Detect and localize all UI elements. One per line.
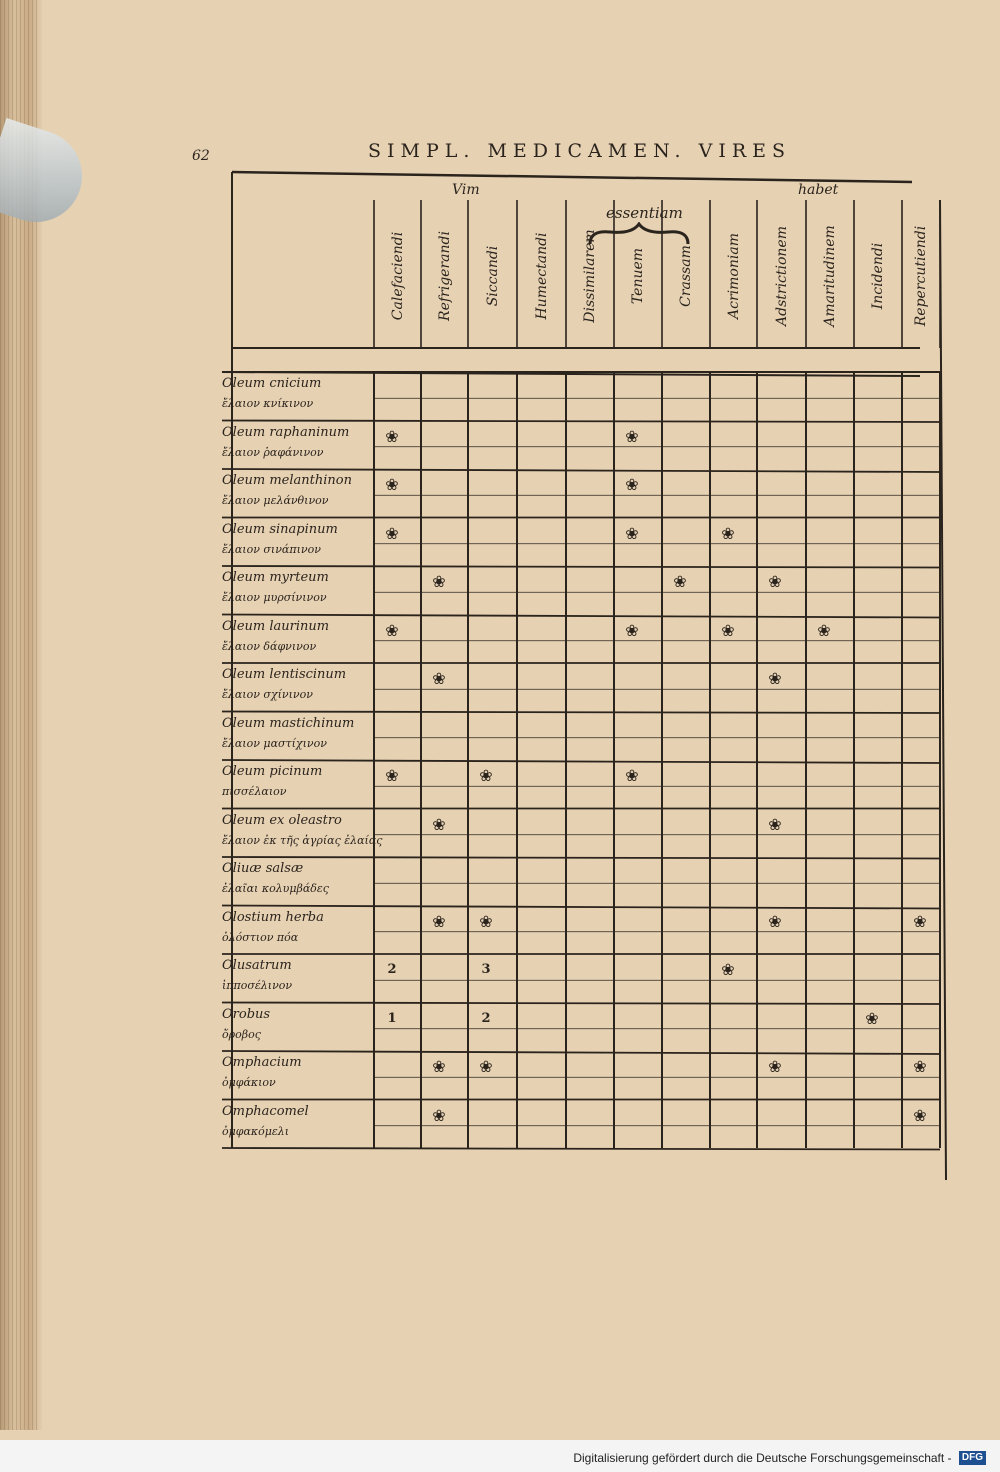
asterisk-mark-icon: ❀ [385, 475, 399, 494]
row-greek-name: ἔλαιον σχίνινον [222, 688, 313, 701]
table-row [222, 615, 374, 661]
row-latin-name: Oleum mastichinum [222, 715, 355, 731]
asterisk-mark-icon: ❀ [385, 426, 399, 446]
asterisk-mark-icon: ❀ [479, 766, 493, 785]
asterisk-mark-icon: ❀ [385, 766, 399, 785]
table-row [222, 1003, 374, 1049]
asterisk-mark-icon: ❀ [768, 814, 782, 834]
table-row [222, 809, 383, 855]
row-latin-name: Olostium herba [222, 909, 324, 925]
row-latin-name: Oleum cnicium [222, 376, 322, 391]
asterisk-mark-icon: ❀ [673, 572, 687, 591]
table-row [222, 518, 374, 564]
row-greek-name: ἔλαιον σινάπινον [222, 542, 321, 556]
row-latin-name: Omphacium [222, 1055, 302, 1070]
table-row [222, 1051, 374, 1097]
row-greek-name: ὀλόστιον πόα [222, 930, 299, 944]
row-rule [222, 1148, 940, 1150]
column-header-label: Humectandi [533, 232, 550, 320]
row-latin-name: Oleum laurinum [222, 618, 330, 634]
table-row [222, 857, 374, 903]
running-head: SIMPL. MEDICAMEN. VIRES [368, 140, 792, 162]
table-row [222, 712, 374, 758]
row-greek-name: ἔλαιον δάφνινον [222, 639, 317, 653]
asterisk-mark-icon: ❀ [432, 911, 446, 931]
degree-number: 2 [387, 962, 397, 977]
row-greek-name: ἔλαιον κνίκινον [222, 397, 314, 410]
asterisk-mark-icon: ❀ [865, 1008, 879, 1028]
asterisk-mark-icon: ❀ [432, 1105, 446, 1125]
degree-number: 3 [481, 962, 491, 977]
asterisk-mark-icon: ❀ [768, 911, 782, 931]
asterisk-mark-icon: ❀ [625, 620, 639, 640]
degree-number: 1 [387, 1010, 397, 1026]
table-row [222, 954, 374, 1000]
asterisk-mark-icon: ❀ [625, 426, 639, 446]
asterisk-mark-icon: ❀ [432, 669, 446, 688]
row-latin-name: Oleum sinapinum [222, 521, 338, 537]
asterisk-mark-icon: ❀ [432, 1057, 446, 1076]
row-latin-name: Oleum myrteum [222, 570, 329, 585]
frame-top-rule [232, 172, 912, 182]
asterisk-mark-icon: ❀ [625, 766, 639, 785]
asterisk-mark-icon: ❀ [768, 1057, 782, 1076]
asterisk-mark-icon: ❀ [385, 523, 399, 543]
column-header-label: Siccandi [484, 245, 501, 307]
asterisk-mark-icon: ❀ [721, 620, 735, 640]
row-greek-name: ἔλαιον μελάνθινον [222, 494, 329, 507]
row-greek-name: ἔλαιον μαστίχινον [222, 736, 327, 750]
asterisk-mark-icon: ❀ [721, 960, 735, 979]
column-header-label: Incidendi [870, 242, 886, 310]
row-greek-name: ἔλαιον μυρσίνινον [222, 591, 327, 604]
row-greek-name: ἔλαιον ἐκ τῆς ἀγρίας ἐλαίας [222, 833, 383, 847]
row-latin-name: Oliuæ salsæ [222, 861, 304, 876]
table-row [222, 760, 374, 806]
table-row [222, 663, 374, 709]
page-number: 62 [192, 148, 210, 164]
asterisk-mark-icon: ❀ [625, 475, 639, 494]
table-row [222, 1100, 374, 1146]
row-greek-name: ἱπποσέλινον [222, 979, 293, 992]
row-latin-name: Olusatrum [222, 958, 292, 973]
column-header-label: Calefaciendi [389, 231, 406, 321]
degree-number: 2 [481, 1010, 491, 1026]
header-habet: habet [798, 182, 839, 198]
row-greek-name: ὀμφάκιον [222, 1076, 276, 1089]
asterisk-mark-icon: ❀ [913, 1057, 927, 1076]
row-greek-name: πισσέλαιον [222, 785, 287, 798]
row-greek-name: ἔλαιον ῥαφάνινον [222, 445, 324, 459]
asterisk-mark-icon: ❀ [913, 911, 927, 931]
header-essentiam: essentiam [606, 204, 683, 222]
asterisk-mark-icon: ❀ [721, 523, 735, 543]
column-header-label: Tenuem [630, 247, 646, 305]
asterisk-mark-icon: ❀ [768, 669, 782, 688]
row-latin-name: Oleum raphaninum [222, 424, 350, 440]
row-greek-name: ὄροβος [222, 1027, 261, 1041]
row-latin-name: Oleum melanthinon [222, 473, 352, 488]
row-latin-name: Oleum picinum [222, 764, 323, 779]
column-header-label: Dissimilarem [582, 229, 598, 323]
row-latin-name: Oleum ex oleastro [222, 812, 342, 828]
asterisk-mark-icon: ❀ [625, 523, 639, 543]
header-vim: Vim [452, 182, 480, 198]
row-greek-name: ἐλαῖαι κολυμβάδες [222, 882, 329, 895]
asterisk-mark-icon: ❀ [768, 572, 782, 591]
dfg-logo-icon: DFG [959, 1451, 986, 1465]
table-row [222, 906, 374, 952]
asterisk-mark-icon: ❀ [479, 911, 493, 931]
column-header-label: Crassam [678, 245, 694, 307]
column-header-label: Refrigerandi [436, 231, 453, 321]
asterisk-mark-icon: ❀ [913, 1105, 927, 1125]
table-row [222, 566, 374, 612]
asterisk-mark-icon: ❀ [817, 620, 831, 640]
asterisk-mark-icon: ❀ [385, 620, 399, 640]
row-latin-name: Omphacomel [222, 1103, 309, 1119]
row-latin-name: Orobus [222, 1006, 271, 1022]
table-row [222, 372, 374, 418]
column-header-label: Amaritudinem [822, 225, 838, 327]
asterisk-mark-icon: ❀ [432, 572, 446, 591]
table-row [222, 469, 374, 515]
row-latin-name: Oleum lentiscinum [222, 667, 347, 682]
table-row [222, 421, 374, 467]
asterisk-mark-icon: ❀ [479, 1057, 493, 1076]
row-greek-name: ὀμφακόμελι [222, 1124, 290, 1138]
column-header-label: Repercutiendi [913, 225, 929, 327]
column-header-label: Adstrictionem [773, 225, 790, 327]
credit-text: Digitalisierung gefördert durch die Deutsche Forschungsgemeinschaft - [573, 1450, 952, 1465]
digitization-credit [573, 1448, 986, 1466]
asterisk-mark-icon: ❀ [432, 814, 446, 834]
column-header-label: Acrimoniam [725, 233, 742, 319]
